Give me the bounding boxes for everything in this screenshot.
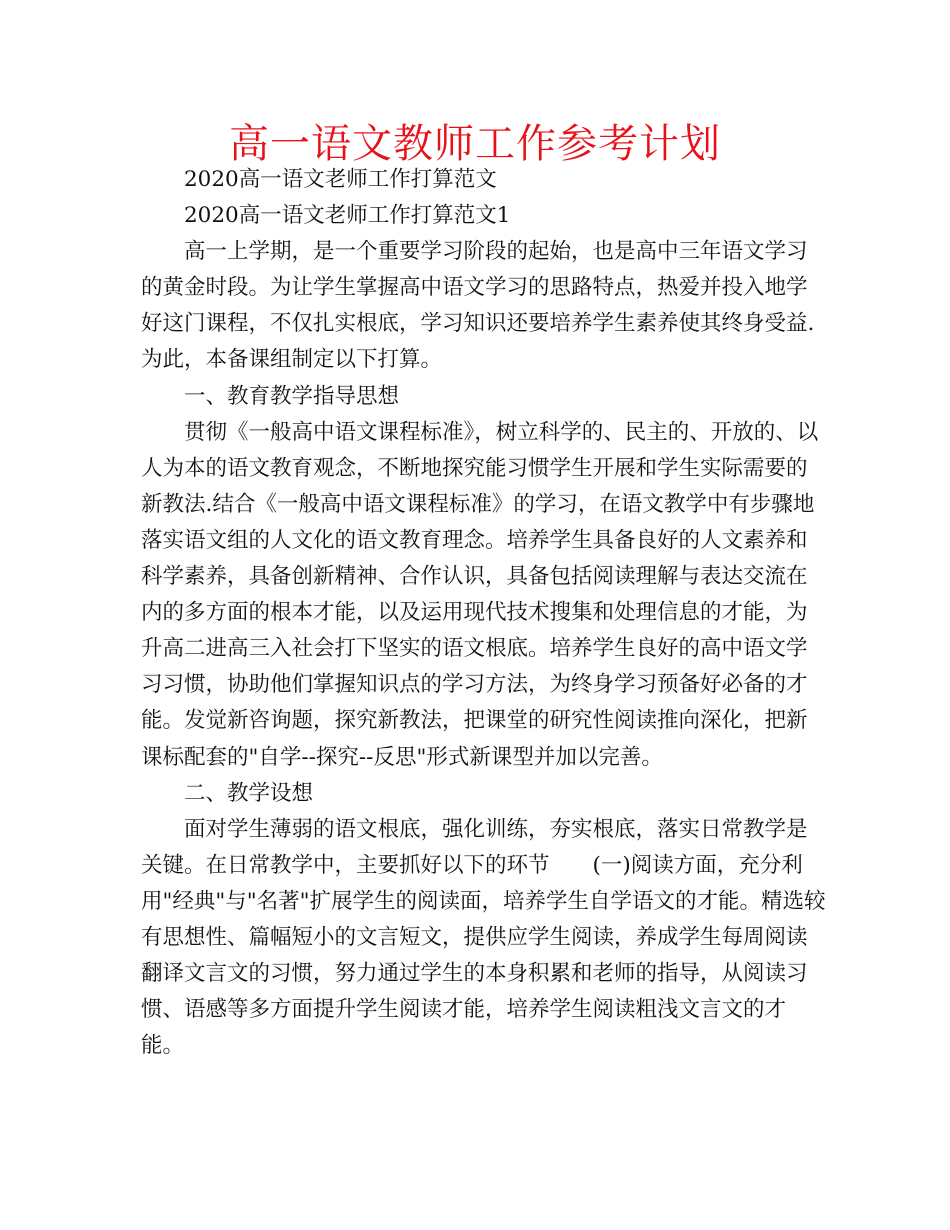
body-paragraph: 贯彻《一般高中语文课程标准》，树立科学的、民主的、开放的、以人为本的语文教育观念，不断地探究能习惯学生开展和学生实际需要的新教法.结合《一般高中语文课程标准》的学习，在语文教学中有步骤地落实语文组的人文化的语文教育理念。培养学生具备良好的人文素养和科学素养，具备创新精神、合作认识，具备包括阅读理解与表达交流在内的多方面的根本才能，以及运用现代技术搜集和处理信息的才能，为升高二进高三入社会打下坚实的语文根底。培养学生良好的高中语文学习习惯，协助他们掌握知识点的学习方法，为终身学习预备好必备的才能。发觉新咨询题，探究新教法，把课堂的研究性阅读推向深化，把新课标配套的"自学--探究--反思"形式新课型并加以完善。 <box>141 419 819 770</box>
body-paragraph: 面对学生薄弱的语文根底，强化训练，夯实根底，落实日常教学是关键。在日常教学中，主要抓好以下的环节 (一)阅读方面，充分利用"经典"与"名著"扩展学生的阅读面，培养学生自学语文的才能。精选较有思想性、篇幅短小的文言短文，提供应学生阅读，养成学生每周阅读翻译文言文的习惯，努力通过学生的本身积累和老师的指导，从阅读习惯、语感等多方面提升学生阅读才能，培养学生阅读粗浅文言文的才能。 <box>141 816 826 1059</box>
body-paragraph: 高一上学期，是一个重要学习阶段的起始，也是高中三年语文学习的黄金时段。为让学生掌握高中语文学习的思路特点，热爱并投入地学好这门课程，不仅扎实根底，学习知识还要培养学生素养使其终身受益.为此，本备课组制定以下打算。 <box>141 239 815 373</box>
subtitle-line: 2020高一语文老师工作打算范文 <box>184 167 497 192</box>
section-heading: 一、教育教学指导思想 <box>184 383 400 409</box>
subtitle-line: 2020高一语文老师工作打算范文1 <box>184 203 511 229</box>
document-title: 高一语文教师工作参考计划 <box>229 121 721 167</box>
document-body <box>141 162 827 1064</box>
section-heading: 二、教学设想 <box>184 780 314 806</box>
